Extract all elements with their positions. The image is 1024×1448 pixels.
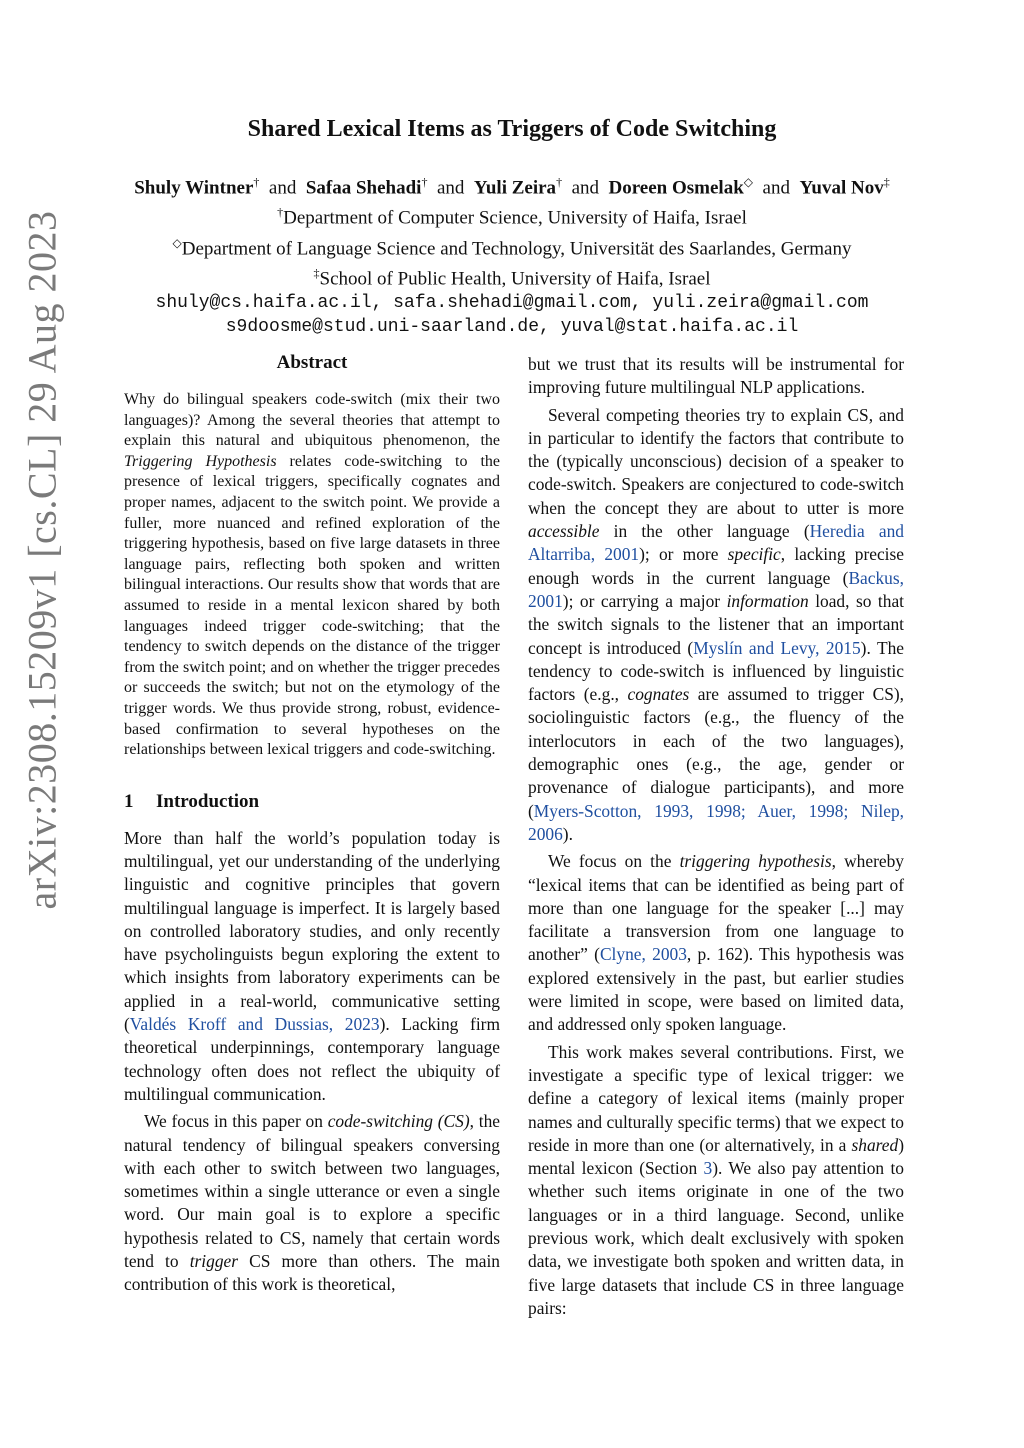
author-block xyxy=(0,170,1024,339)
and-word: and xyxy=(762,177,790,199)
right-column xyxy=(528,353,904,1320)
author-mark: † xyxy=(421,175,428,189)
affiliation-mark: ‡ xyxy=(313,265,320,280)
abstract-heading: Abstract xyxy=(276,352,348,373)
email-line: shuly@cs.haifa.ac.il, safa.shehadi@gmail.com, yuli.zeira@gmail.com xyxy=(155,293,869,314)
author-name: Shuly Wintner xyxy=(134,177,254,199)
affiliation-mark: ◇ xyxy=(172,235,182,250)
author-name: Yuval Nov xyxy=(799,177,884,199)
citation-link[interactable]: Myslín and Levy, 2015 xyxy=(693,637,861,658)
citation-link[interactable]: Clyne, 2003 xyxy=(599,944,687,965)
author-mark: † xyxy=(253,175,260,189)
affiliation-text: School of Public Health, University of Haifa, Israel xyxy=(319,268,711,290)
paragraph: We focus on the triggering hypothesis, whereby “lexical items that can be identified as being part of more than one language for the speaker [...] may facilitate a transversion from one language to another” (Clyne, 2003, p. 162). This hypothesis was explored extensively in the past, but earlier studies were limited in scope, were based on limited data, and addressed only spoken language. xyxy=(528,851,904,1035)
citation-link[interactable]: Myers-Scotton, 1993, 1998; Auer, 1998; Nilep, 2006 xyxy=(528,800,904,844)
paragraph: Several competing theories try to explain CS, and in particular to identify the factors that contribute to the (typically unconscious) decision of a speaker to code-switch. Speakers are conjectured to code-switch when the concept they are about to utter is more accessible in the other language (Heredia and Altarriba, 2001); or more specific, lacking precise enough words in the current language (Backus, 2001); or carrying a major information load, so that the switch signals to the listener that an important concept is introduced (Myslín and Levy, 2015). The tendency to code-switch is influenced by linguistic factors (e.g., cognates are assumed to trigger CS), sociolinguistic factors (e.g., the fluency of the interlocutors in each of the two languages), demographic ones (e.g., the age, gender or provenance of dialogue participants), and more (Myers-Scotton, 1993, 1998; Auer, 1998; Nilep, 2006). xyxy=(528,404,904,844)
affiliation xyxy=(0,231,1024,261)
citation-link[interactable]: Heredia and Altarriba, 2001 xyxy=(528,521,904,565)
author-mark: ‡ xyxy=(883,175,890,189)
abstract-text: Why do bilingual speakers code-switch (mix their two languages)? Among the several theories that attempt to explain this natural and ubiquitous phenomenon, the Triggering Hypothesis relates code-switching to the presence of lexical triggers, specifically cognates and proper names, adjacent to the switch point. We provide a fuller, more nuanced and refined exploration of the triggering hypothesis, based on five large datasets in three language pairs, reflecting both spoken and written bilingual interactions. Our results show that words that are assumed to reside in a mental lexicon shared by both languages indeed trigger code-switching; that the tendency to switch depends on the distance of the trigger from the switch point; and on whether the trigger precedes or succeeds the switch; but not on the etymology of the trigger words. We thus provide strong, robust, evidence-based confirmation to several hypotheses on the relationships between lexical triggers and code-switching. xyxy=(124,391,501,759)
arxiv-identifier: arXiv:2308.15209v1 [cs.CL] 29 Aug 2023 xyxy=(19,210,65,910)
affiliation-text: Department of Computer Science, University of Haifa, Israel xyxy=(283,207,747,229)
affiliation-text: Department of Language Science and Technology, Universität des Saarlandes, Germany xyxy=(181,237,852,259)
author-name: Safaa Shehadi xyxy=(305,177,422,199)
affiliation xyxy=(0,200,1024,230)
author-mark: † xyxy=(556,175,563,189)
and-word: and xyxy=(571,177,599,199)
affiliation-mark: † xyxy=(277,205,284,220)
left-column xyxy=(124,352,500,1297)
affiliation xyxy=(0,261,1024,291)
citation-link[interactable]: Valdés Kroff and Dussias, 2023 xyxy=(129,1014,380,1035)
paragraph: This work makes several contributions. First, we investigate a specific type of lexical trigger: we define a category of lexical items (mainly proper names and culturally specific terms) that we expect to reside in more than one (or alternatively, in a shared) mental lexicon (Section 3). We also pay attention to whether such items originate in one of the two languages or in a third language. Second, unlike previous work, which dealt exclusively with spoken data, we investigate both spoken and written data, in five large datasets that include CS in three language pairs: xyxy=(528,1041,904,1318)
paragraph: We focus in this paper on code-switching (CS), the natural tendency of bilingual speakers conversing with each other to switch between two languages, sometimes within a single utterance or even a single word. Our main goal is to explore a specific hypothesis related to CS, namely that certain words tend to trigger CS more than others. The main contribution of this work is theoretical, xyxy=(124,1111,500,1295)
section-heading-introduction: 1 Introduction xyxy=(124,790,260,812)
paragraph: More than half the world’s population today is multilingual, yet our understanding of the underlying linguistic and cognitive principles that govern multilingual language is imperfect. It is largely based on controlled laboratory studies, and only recently have psycholinguists begun exploring the extent to which insights from laboratory experiments can be applied in a real-world, communicative setting (Valdés Kroff and Dussias, 2023). Lacking firm theoretical underpinnings, contemporary language technology often does not reflect the ubiquity of multilingual communication. xyxy=(124,827,500,1104)
paper-title: Shared Lexical Items as Triggers of Code Switching xyxy=(247,116,777,142)
author-name: Yuli Zeira xyxy=(473,177,557,199)
section-reference-link[interactable]: 3 xyxy=(703,1158,713,1179)
citation-link[interactable]: Backus, 2001 xyxy=(528,567,904,611)
author-mark: ◇ xyxy=(743,175,754,189)
author-line xyxy=(0,170,1024,200)
email-line: s9doosme@stud.uni-saarland.de, yuval@stat.haifa.ac.il xyxy=(225,317,799,338)
author-name: Doreen Osmelak xyxy=(608,177,744,199)
and-word: and xyxy=(268,177,297,199)
and-word: and xyxy=(436,177,465,199)
paragraph: but we trust that its results will be instrumental for improving future multilingual NLP applications. xyxy=(528,354,904,398)
